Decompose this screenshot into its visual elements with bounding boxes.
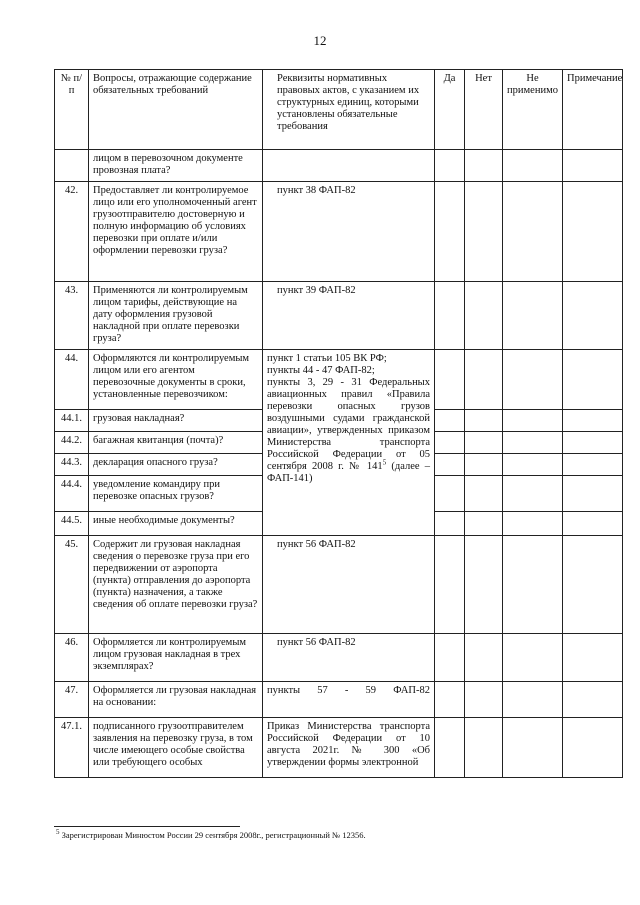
na-cell[interactable] bbox=[503, 350, 563, 410]
table-row bbox=[55, 536, 623, 634]
header-num: № п/п bbox=[55, 70, 89, 150]
na-cell[interactable] bbox=[503, 432, 563, 454]
req-44-line2: пункты 44 - 47 ФАП-82; bbox=[267, 365, 375, 376]
na-cell[interactable] bbox=[503, 182, 563, 282]
row-num: 44.5. bbox=[55, 512, 89, 536]
row-question: Оформляется ли грузовая накладная на основании: bbox=[89, 682, 263, 718]
row-question: лицом в перевозочном документе провозная плата? bbox=[89, 150, 263, 182]
note-cell[interactable] bbox=[563, 512, 623, 536]
note-cell[interactable] bbox=[563, 182, 623, 282]
no-cell[interactable] bbox=[465, 476, 503, 512]
row-question: иные необходимые документы? bbox=[89, 512, 263, 536]
row-question: Оформляются ли контролируемым лицом или его агентом перевозочные документы в сроки, установленные перевозчиком: bbox=[89, 350, 263, 410]
no-cell[interactable] bbox=[465, 350, 503, 410]
row-num: 45. bbox=[55, 536, 89, 634]
row-num: 44.1. bbox=[55, 410, 89, 432]
na-cell[interactable] bbox=[503, 476, 563, 512]
header-yes: Да bbox=[435, 70, 465, 150]
row-question: подписанного грузоотправителем заявления на перевозку груза, в том числе имеющего особые свойства или требующего особых bbox=[89, 718, 263, 778]
page-number: 12 bbox=[313, 33, 327, 48]
req-44-text-tail: (далее – ФАП-141) bbox=[267, 461, 430, 484]
row-num: 44.2. bbox=[55, 432, 89, 454]
header-not-applicable bbox=[503, 70, 563, 150]
row-num: 44.4. bbox=[55, 476, 89, 512]
row-question: уведомление командиру при перевозке опасных грузов? bbox=[89, 476, 263, 512]
no-cell[interactable] bbox=[465, 454, 503, 476]
note-cell[interactable] bbox=[563, 476, 623, 512]
yes-cell[interactable] bbox=[435, 432, 465, 454]
yes-cell[interactable] bbox=[435, 536, 465, 634]
header-na-line1: Не bbox=[526, 73, 539, 84]
row-question: грузовая накладная? bbox=[89, 410, 263, 432]
note-cell[interactable] bbox=[563, 682, 623, 718]
na-cell[interactable] bbox=[503, 634, 563, 682]
no-cell[interactable] bbox=[465, 282, 503, 350]
row-question: Содержит ли грузовая накладная сведения о перевозке груза при его передвижении от аэропорта (пункта) отправления до аэропорта (пункта) назначения, а также сведения об оплате перевозки груза? bbox=[89, 536, 263, 634]
na-cell[interactable] bbox=[503, 282, 563, 350]
note-cell[interactable] bbox=[563, 350, 623, 410]
row-num: 46. bbox=[55, 634, 89, 682]
row-num: 42. bbox=[55, 182, 89, 282]
header-no: Нет bbox=[465, 70, 503, 150]
table-row bbox=[55, 718, 623, 778]
na-cell[interactable] bbox=[503, 150, 563, 182]
na-cell[interactable] bbox=[503, 682, 563, 718]
table-row bbox=[55, 282, 623, 350]
footnote-text: Зарегистрирован Минюстом России 29 сентября 2008г., регистрационный № 12356. bbox=[59, 830, 366, 840]
note-cell[interactable] bbox=[563, 150, 623, 182]
yes-cell[interactable] bbox=[435, 682, 465, 718]
row-num: 44. bbox=[55, 350, 89, 410]
na-cell[interactable] bbox=[503, 718, 563, 778]
row-num: 47. bbox=[55, 682, 89, 718]
row-requisites: пункт 56 ФАП-82 bbox=[263, 536, 435, 634]
req-44-line1: пункт 1 статьи 105 ВК РФ; bbox=[267, 353, 387, 364]
row-question: Предоставляет ли контролируемое лицо или его уполномоченный агент грузоотправителю достоверную и полную информацию об условиях перевозки при оплате и/или оформлении перевозки груза? bbox=[89, 182, 263, 282]
na-cell[interactable] bbox=[503, 454, 563, 476]
footnote bbox=[56, 830, 366, 840]
yes-cell[interactable] bbox=[435, 512, 465, 536]
no-cell[interactable] bbox=[465, 682, 503, 718]
row-num: 47.1. bbox=[55, 718, 89, 778]
no-cell[interactable] bbox=[465, 634, 503, 682]
row-num: 44.3. bbox=[55, 454, 89, 476]
row-num: 43. bbox=[55, 282, 89, 350]
note-cell[interactable] bbox=[563, 432, 623, 454]
note-cell[interactable] bbox=[563, 282, 623, 350]
no-cell[interactable] bbox=[465, 432, 503, 454]
header-na-line2: применимо bbox=[507, 85, 558, 96]
no-cell[interactable] bbox=[465, 150, 503, 182]
yes-cell[interactable] bbox=[435, 182, 465, 282]
note-cell[interactable] bbox=[563, 718, 623, 778]
yes-cell[interactable] bbox=[435, 454, 465, 476]
table-row bbox=[55, 350, 623, 410]
table-header-row bbox=[55, 70, 623, 150]
table-row bbox=[55, 634, 623, 682]
table-row bbox=[55, 182, 623, 282]
footnote-divider bbox=[54, 826, 240, 827]
row-question: Оформляется ли контролируемым лицом грузовая накладная в трех экземплярах? bbox=[89, 634, 263, 682]
no-cell[interactable] bbox=[465, 182, 503, 282]
yes-cell[interactable] bbox=[435, 350, 465, 410]
no-cell[interactable] bbox=[465, 718, 503, 778]
header-note: Примечание bbox=[563, 70, 623, 150]
yes-cell[interactable] bbox=[435, 634, 465, 682]
row-question: декларация опасного груза? bbox=[89, 454, 263, 476]
footnote-mark: 5 bbox=[56, 828, 60, 837]
note-cell[interactable] bbox=[563, 536, 623, 634]
na-cell[interactable] bbox=[503, 410, 563, 432]
row-num bbox=[55, 150, 89, 182]
table-row bbox=[55, 682, 623, 718]
yes-cell[interactable] bbox=[435, 476, 465, 512]
checklist-table bbox=[54, 69, 623, 778]
footnote-ref: 5 bbox=[382, 458, 387, 467]
row-requisites bbox=[263, 150, 435, 182]
row-requisites: Приказ Министерства транспорта Российской Федерации от 10 августа 2021г. № 300 «Об утверждении формы электронной bbox=[263, 718, 435, 778]
header-question: Вопросы, отражающие содержание обязательных требований bbox=[89, 70, 263, 150]
na-cell[interactable] bbox=[503, 536, 563, 634]
na-cell[interactable] bbox=[503, 512, 563, 536]
note-cell[interactable] bbox=[563, 410, 623, 432]
yes-cell[interactable] bbox=[435, 410, 465, 432]
table-row bbox=[55, 150, 623, 182]
req-44-text: пункты 3, 29 - 31 Федеральных авиационных правил «Правила перевозки опасных грузов воздушными судами гражданской авиации», утвержденных приказом Министерства транспорта Российской Федерации от 05 сентября 2008 г. № 141 bbox=[267, 377, 430, 472]
no-cell[interactable] bbox=[465, 536, 503, 634]
row-requisites: пункт 38 ФАП-82 bbox=[263, 182, 435, 282]
no-cell[interactable] bbox=[465, 512, 503, 536]
row-question: Применяются ли контролируемым лицом тарифы, действующие на дату оформления грузовой накладной при оплате перевозки груза? bbox=[89, 282, 263, 350]
row-requisites: пункт 39 ФАП-82 bbox=[263, 282, 435, 350]
row-requisites: пункт 56 ФАП-82 bbox=[263, 634, 435, 682]
yes-cell[interactable] bbox=[435, 718, 465, 778]
row-question: багажная квитанция (почта)? bbox=[89, 432, 263, 454]
yes-cell[interactable] bbox=[435, 150, 465, 182]
row-requisites: пункты 57 - 59 ФАП-82 bbox=[263, 682, 435, 718]
note-cell[interactable] bbox=[563, 634, 623, 682]
note-cell[interactable] bbox=[563, 454, 623, 476]
header-requisites: Реквизиты нормативных правовых актов, с указанием их структурных единиц, которыми установлены обязательные требования bbox=[263, 70, 435, 150]
no-cell[interactable] bbox=[465, 410, 503, 432]
yes-cell[interactable] bbox=[435, 282, 465, 350]
merged-requisites-44 bbox=[263, 350, 435, 536]
